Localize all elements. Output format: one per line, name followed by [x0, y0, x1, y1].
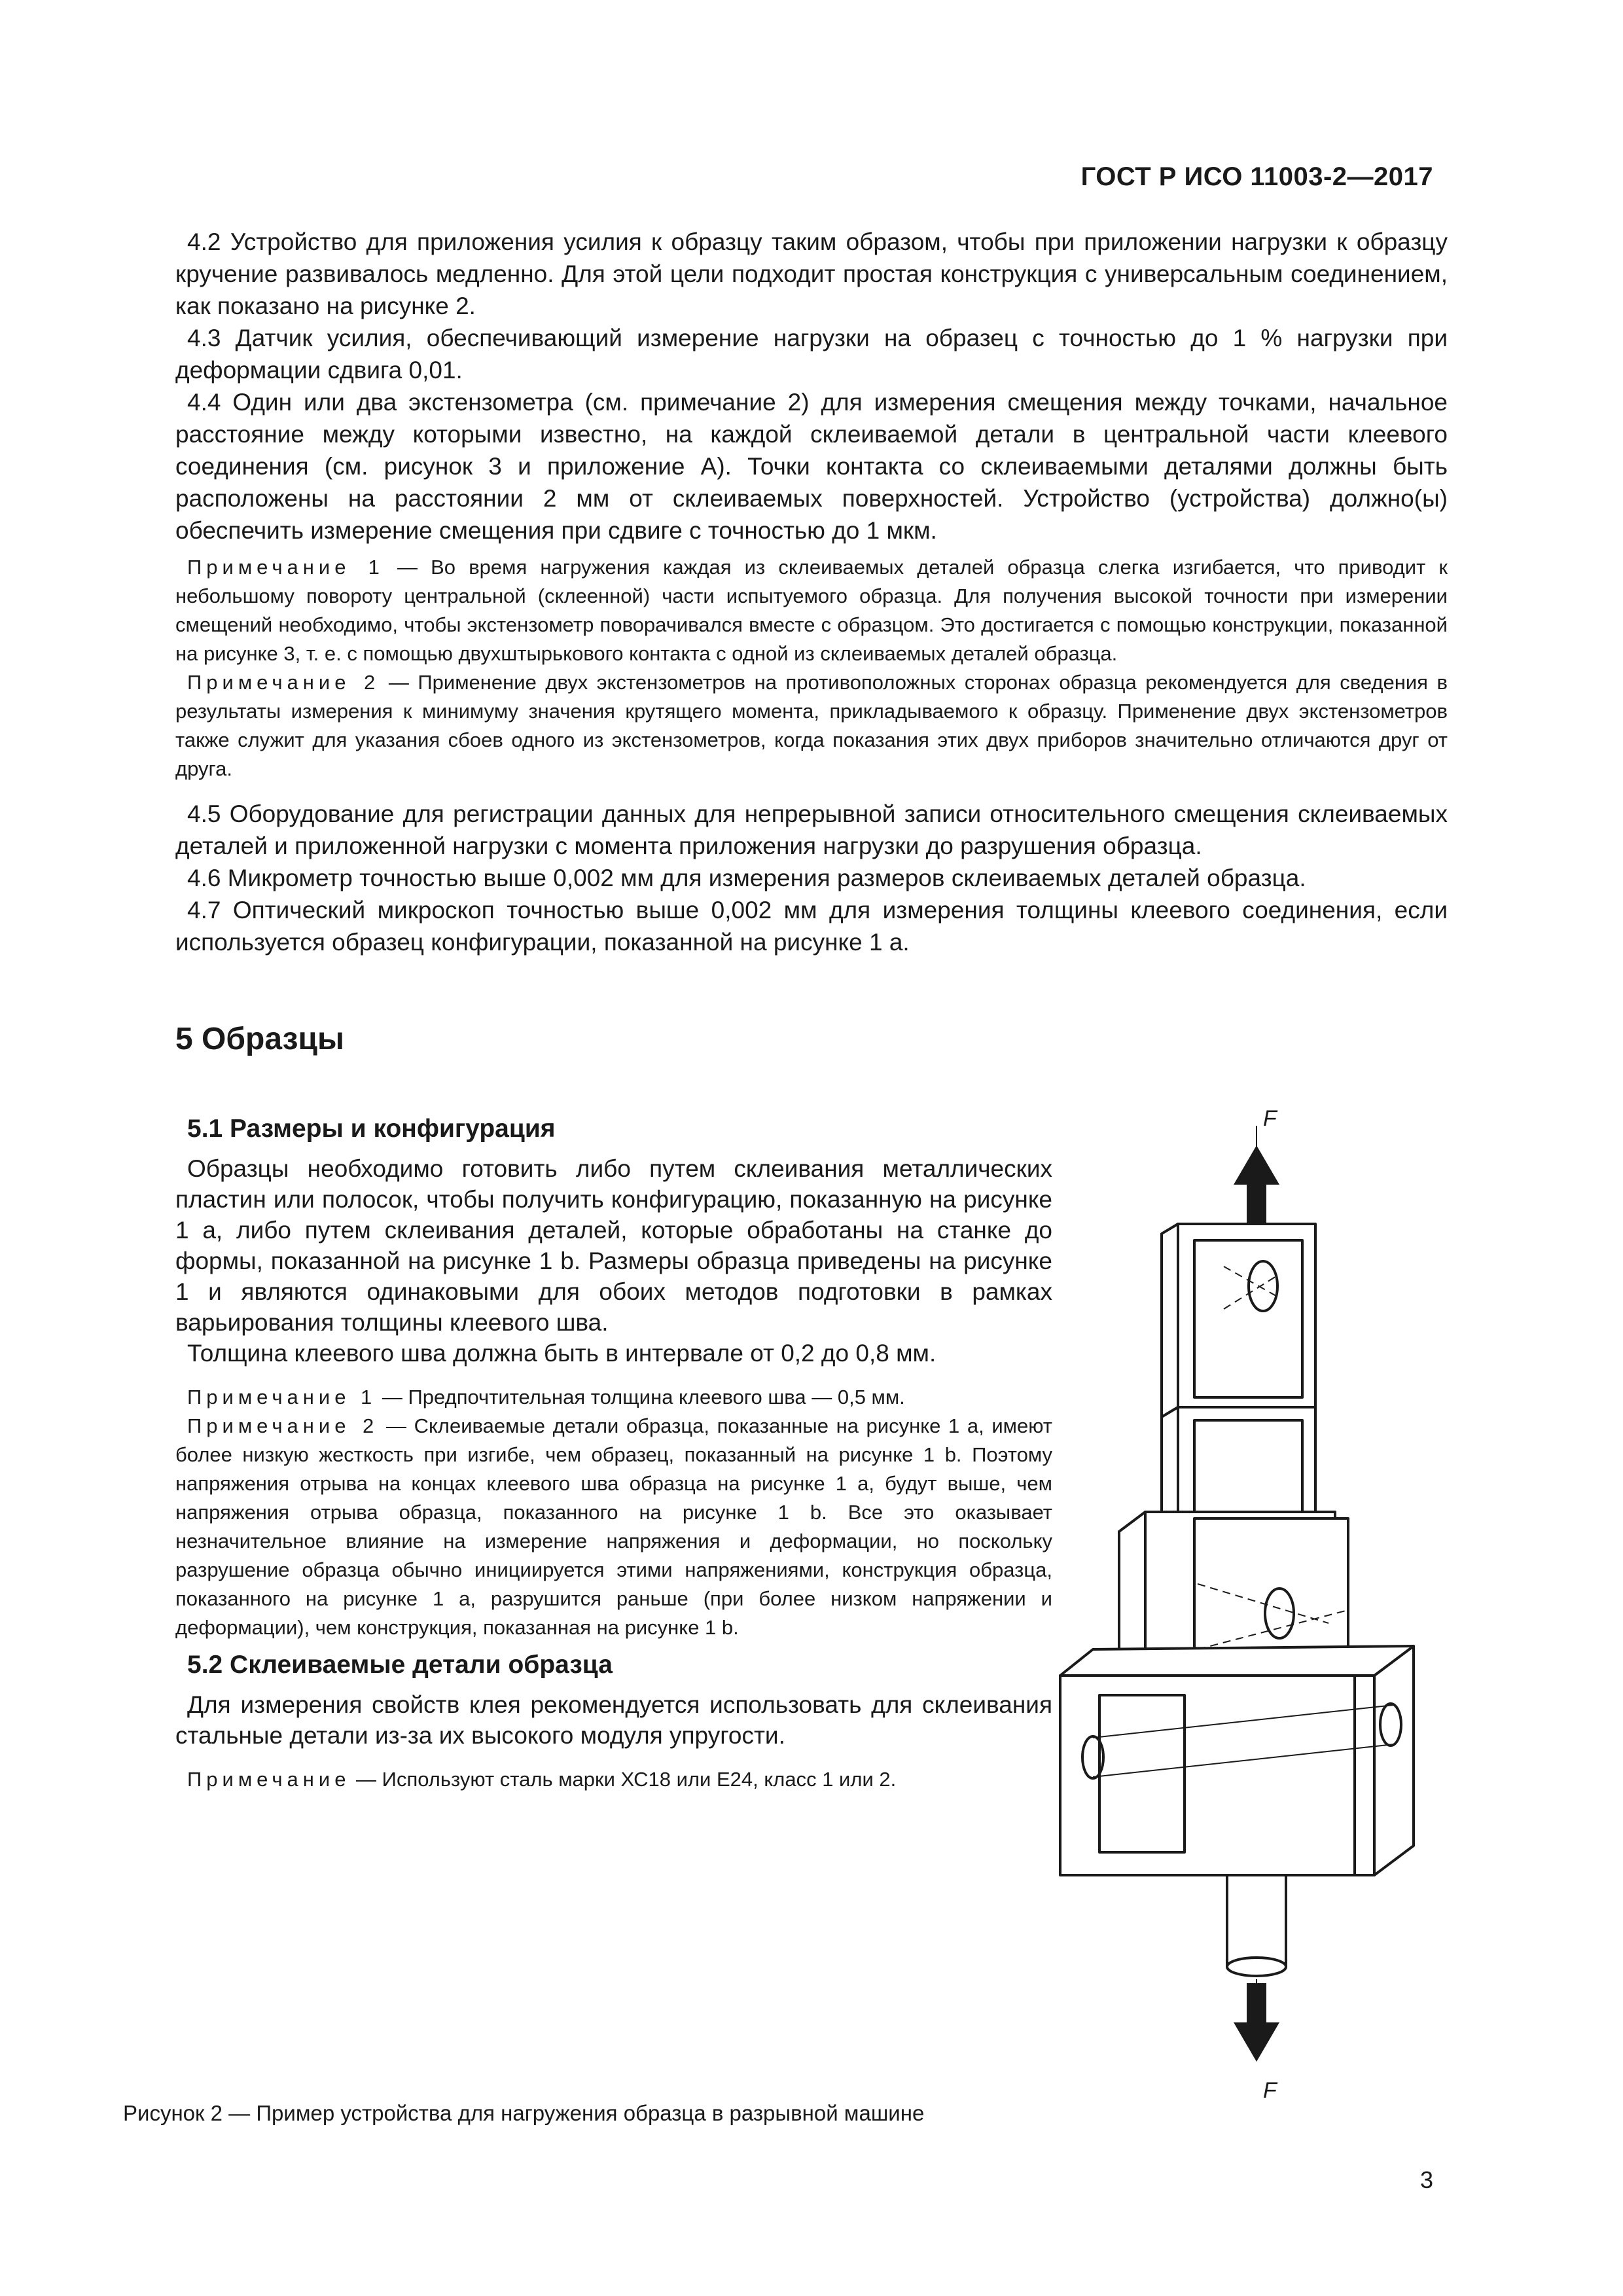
note-text: — Во время нагружения каждая из склеиваемых деталей образца слегка изгибается, что приводит к небольшому повороту центральной (склеенной) части испытуемого образца. Для получения высокой точности при измерении смещений необходимо, чтобы экстензометр поворачивался вместе с образцом. Это достигается с помощью конструкции, показанной на рисунке 3, т. е. с помощью двухштырькового контакта с одной из склеиваемых деталей образца.	[175, 556, 1448, 665]
note-5-1	[175, 1383, 1052, 1412]
paragraph-5-1b: Толщина клеевого шва должна быть в интервале от 0,2 до 0,8 мм.	[187, 1340, 936, 1367]
note-label: Примечание 2	[187, 671, 380, 694]
subsection-5-1-title: 5.1 Размеры и конфигурация	[187, 1115, 556, 1143]
lower-rod	[1227, 1875, 1286, 1967]
note-5-3	[175, 1765, 1052, 1794]
force-arrow-down-icon	[1234, 1983, 1279, 2062]
document-number: ГОСТ Р ИСО 11003-2—2017	[1080, 162, 1433, 191]
note-4-2	[175, 668, 1448, 783]
force-label-top: F	[1263, 1106, 1277, 1131]
section-5-text	[175, 1113, 1052, 1794]
upper-grip-side	[1162, 1224, 1178, 1417]
force-label-bottom: F	[1263, 2078, 1277, 2103]
paragraph-5-2: Для измерения свойств клея рекомендуется использовать для склеивания стальные детали из-за их высокого модуля упругости.	[175, 1691, 1052, 1749]
paragraph-4-5: 4.5 Оборудование для регистрации данных для непрерывной записи относительного смещения склеиваемых деталей и приложенной нагрузки с момента приложения нагрузки до разрушения образца.	[175, 800, 1448, 859]
note-label: Примечание 2	[187, 1414, 379, 1437]
page-number: 3	[1419, 2166, 1433, 2193]
section-4-text	[175, 226, 1448, 958]
upper-grip-front	[1194, 1240, 1302, 1397]
section-5-title: 5 Образцы	[175, 1022, 344, 1056]
note-text: — Применение двух экстензометров на противоположных сторонах образца рекомендуется для сведения в результаты измерения к минимуму значения крутящего момента, прикладываемого к образцу. Применение двух экстензометров также служит для указания сбоев одного из экстензометров, когда показания этих двух приборов значительно отличаются друг от друга.	[175, 671, 1448, 780]
note-4-1	[175, 553, 1448, 668]
note-text: — Предпочтительная толщина клеевого шва — 0,5 мм.	[376, 1386, 905, 1408]
paragraph-4-2: 4.2 Устройство для приложения усилия к образцу таким образом, чтобы при приложении нагрузки к образцу кручение развивалось медленно. Для этой цели подходит простая конструкция с универсальным соединением, как показано на рисунке 2.	[175, 228, 1448, 319]
note-label: Примечание 1	[187, 1386, 377, 1408]
note-label: Примечание 1	[187, 556, 384, 579]
note-text: — Используют сталь марки ХС18 или Е24, класс 1 или 2.	[350, 1768, 897, 1791]
note-label: Примечание	[187, 1768, 351, 1791]
figure-caption: Рисунок 2 — Пример устройства для нагружения образца в разрывной машине	[123, 2101, 925, 2125]
paragraph-4-7: 4.7 Оптический микроскоп точностью выше 0,002 мм для измерения толщины клеевого соединения, если используется образец конфигурации, показанной на рисунке 1 а.	[175, 897, 1448, 956]
note-5-2	[175, 1412, 1052, 1642]
paragraph-4-6: 4.6 Микрометр точностью выше 0,002 мм для измерения размеров склеиваемых деталей образца.	[187, 865, 1306, 891]
loading-device-figure	[1047, 1100, 1492, 2108]
note-text: — Склеиваемые детали образца, показанные на рисунке 1 а, имеют более низкую жесткость при изгибе, чем образец, показанный на рисунке 1 b. Поэтому напряжения отрыва на концах клеевого шва образца на рисунке 1 а, будут выше, чем напряжения отрыва образца, показанного на рисунке 1 b. Все это оказывает незначительное влияние на измерение напряжения и деформации, но поскольку разрушение образца обычно инициируется этими напряжениями, конструкция образца, показанного на рисунке 1 а, разрушится раньше (при более низком напряжении и деформации), чем конструкция, показанная на рисунке 1 b.	[175, 1414, 1052, 1639]
force-arrow-up-icon	[1234, 1145, 1279, 1224]
paragraph-4-4: 4.4 Один или два экстензометра (см. примечание 2) для измерения смещения между точками, начальное расстояние между которыми известно, на каждой склеиваемой детали в центральной части клеевого соединения (см. рисунок 3 и приложение А). Точки контакта со склеиваемыми деталями должны быть расположены на расстоянии 2 мм от склеиваемых поверхностей. Устройство (устройства) должно(ы) обеспечить измерение смещения при сдвиге с точностью до 1 мкм.	[175, 389, 1448, 544]
subsection-5-2-title: 5.2 Склеиваемые детали образца	[187, 1651, 613, 1679]
paragraph-5-1a: Образцы необходимо готовить либо путем склеивания металлических пластин или полосок, чтобы получить конфигурацию, показанную на рисунке 1 а, либо путем склеивания деталей, которые обработаны на станке до формы, показанной на рисунке 1 b. Размеры образца приведены на рисунке 1 и являются одинаковыми для обоих методов подготовки в рамках варьирования толщины клеевого шва.	[175, 1155, 1052, 1336]
paragraph-4-3: 4.3 Датчик усилия, обеспечивающий измерение нагрузки на образец с точностью до 1 % нагрузки при деформации сдвига 0,01.	[175, 325, 1448, 384]
